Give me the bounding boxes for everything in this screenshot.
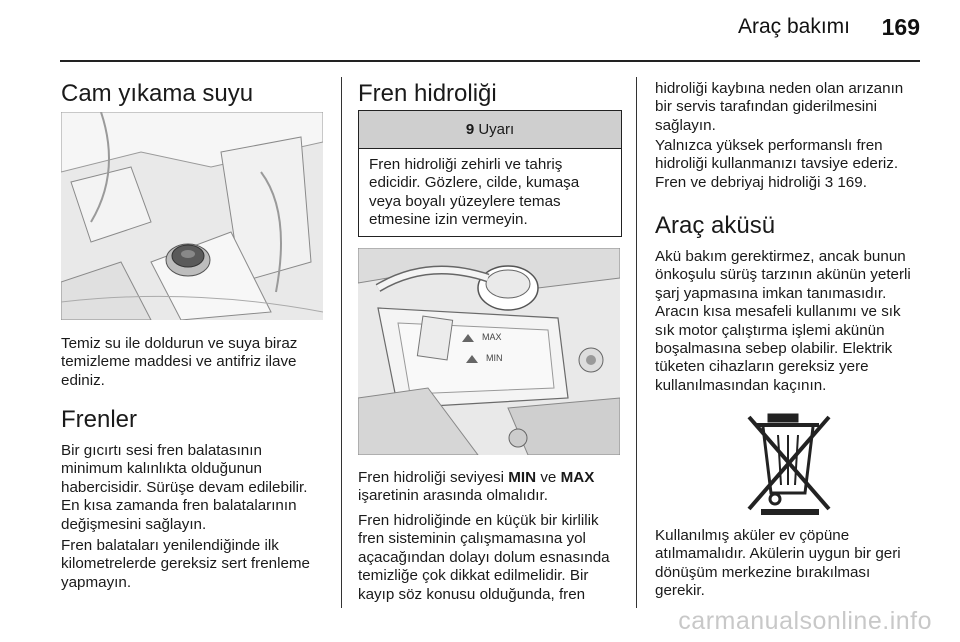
heading-brake-fluid: Fren hidroliği xyxy=(358,80,497,107)
crossed-out-wheelie-bin-icon xyxy=(735,409,845,517)
level-text-post: işaretinin arasında olmalıdır. xyxy=(358,487,548,505)
washer-reservoir-drawing xyxy=(61,112,323,320)
washer-reservoir-illustration xyxy=(61,112,323,320)
battery-disposal-paragraph: Kullanılmış aküler ev çöpüne atılmamalıdır. Akülerin uygun bir geri dönüşüm merkezine bırakılması gerekir. xyxy=(655,527,901,600)
page-number: 169 xyxy=(881,14,920,40)
battery-paragraph: Akü bakım gerektirmez, ancak bunun önkoşulu sürüş tarzının akünün yeterli şarj yapmasına imkan tanımasıdır. Aracın kısa mesafeli kullanımı ve sık sık motor çalıştırma işlemi akünün boşalmasına sebep olabilir. Elektrik tüketen cihazların gereksiz yere kullanılmasından kaçının. xyxy=(655,248,911,394)
brakes-paragraph-1: Bir gıcırtı sesi fren balatasının minimum kalınlıkta olduğunun habercisidir. Sürüşe devam edilebilir. En kısa zamanda fren balatalarının değişmesini sağlayın. xyxy=(61,442,308,533)
reservoir-label-max: MAX xyxy=(482,332,502,342)
level-min: MIN xyxy=(508,469,537,486)
level-text-pre: Fren hidroliği seviyesi xyxy=(358,469,509,486)
warning-text: Fren hidroliği zehirli ve tahriş edicidir. Gözlere, cilde, kumaşa veya boyalı yüzeylere temas etmesine izin vermeyin. xyxy=(369,156,580,229)
column-divider-2 xyxy=(636,77,637,608)
heading-windscreen-washer: Cam yıkama suyu xyxy=(61,80,254,107)
brake-fluid-continued-paragraph: hidroliği kaybına neden olan arızanın bir servis tarafından giderilmesini sağlayın. xyxy=(655,80,904,134)
level-max: MAX xyxy=(560,469,595,486)
section-title: Araç bakımı xyxy=(737,15,850,38)
washer-paragraph: Temiz su ile doldurun ve suya biraz temizleme maddesi ve antifriz ilave ediniz. xyxy=(61,335,298,389)
warning-header xyxy=(359,111,621,149)
heading-vehicle-battery: Araç aküsü xyxy=(655,212,776,239)
brake-reservoir-drawing xyxy=(358,248,620,455)
reservoir-label-min: MIN xyxy=(486,353,503,363)
page-reference-arrow-icon: 3 xyxy=(824,173,834,191)
brake-fluid-reservoir-illustration xyxy=(358,248,620,455)
page-header xyxy=(0,0,960,60)
brake-fluid-cleanliness-paragraph: Fren hidroliğinde en küçük bir kirlilik fren sisteminin çalışmamasına yol açacağından dolayı dolum esnasında temizliğe çok dikkat edilmelidir. Bir kayıp söz konusu olduğunda, fren xyxy=(358,512,610,603)
watermark: carmanualsonline.info xyxy=(678,607,932,635)
heading-brakes: Frenler xyxy=(61,406,138,433)
recommendation-page: 169. xyxy=(833,173,867,191)
brake-fluid-recommendation-paragraph xyxy=(655,137,920,192)
recommendation-text: Yalnızca yüksek performanslı fren hidroliği kullanmanızı tavsiye ederiz. Fren ve debriyaj hidroliği xyxy=(655,137,899,191)
warning-title: Uyarı xyxy=(478,121,515,138)
brake-fluid-level-paragraph xyxy=(358,469,622,506)
level-text-mid: ve xyxy=(536,469,561,486)
warning-triangle-icon: 9 xyxy=(465,121,475,138)
brakes-paragraph-2: Fren balataları yenilendiğinde ilk kilometrelerde gereksiz sert frenleme yapmayın. xyxy=(61,537,310,591)
header-rule xyxy=(60,60,920,62)
warning-box xyxy=(358,110,622,237)
column-divider-1 xyxy=(341,77,342,608)
